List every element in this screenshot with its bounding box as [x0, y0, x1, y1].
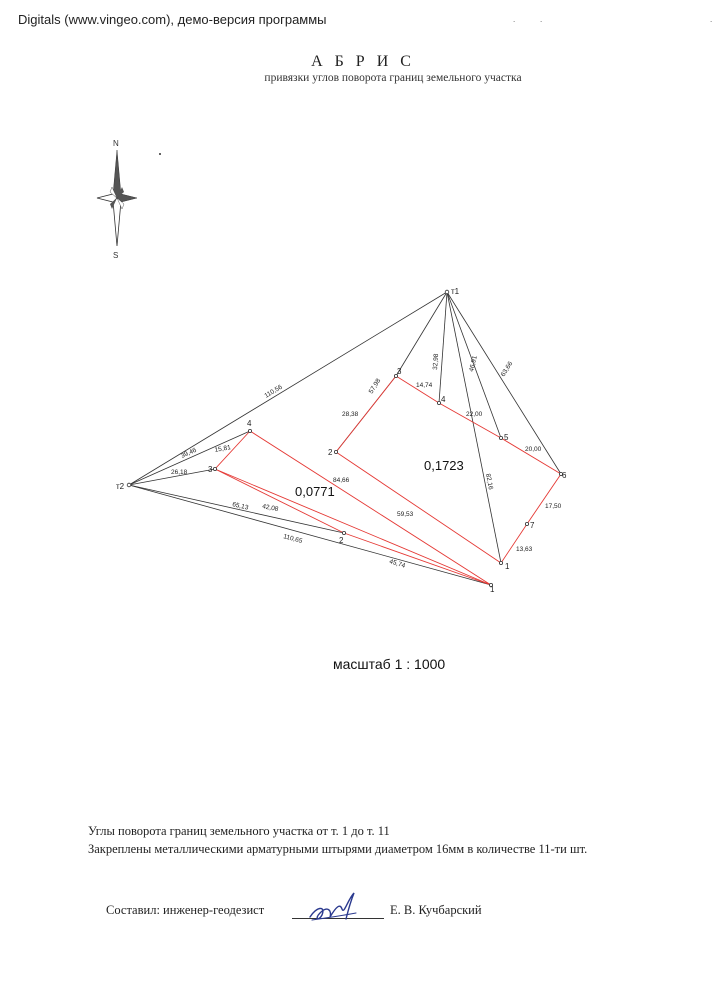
distance-label: 26,18: [171, 469, 188, 476]
svg-text:.: .: [710, 15, 713, 24]
point-label: 3: [397, 367, 402, 376]
compass-north-label: N: [113, 139, 119, 148]
point-markers: [127, 290, 562, 586]
note-line: Закреплены металлическими арматурными штырями диаметром 16мм в количестве 11-ти шт.: [88, 842, 588, 856]
point-label-t1: т1: [451, 287, 460, 296]
svg-text:.: .: [513, 15, 516, 24]
distance-label: 15,81: [214, 444, 232, 454]
parcel-boundary-small: [215, 431, 491, 585]
distance-label: 32,98: [432, 353, 441, 371]
distance-label: 45,74: [388, 558, 407, 570]
distance-label: 42,08: [261, 503, 279, 514]
point-label: 4: [247, 419, 252, 428]
point-label: 2: [339, 536, 344, 545]
survey-notes: [88, 822, 587, 858]
distance-label: 110,65: [282, 533, 304, 545]
compass-south-label: S: [113, 251, 119, 260]
point-label-t2: т2: [116, 482, 125, 491]
distance-label: 110,56: [263, 383, 284, 400]
point-label: 1: [490, 585, 495, 594]
reference-lines-t2: [129, 292, 491, 585]
point-label: 2: [328, 448, 333, 457]
distance-label: 82,16: [484, 473, 495, 491]
distance-label: 20,00: [525, 446, 542, 453]
signer-role: Составил: инженер-геодезист: [106, 903, 265, 917]
area-label-large: 0,1723: [424, 458, 464, 473]
distance-label: 22,00: [466, 411, 483, 418]
page-subtitle: привязки углов поворота границ земельного участка: [264, 72, 522, 84]
point-label: 1: [505, 562, 510, 571]
distance-label: 14,74: [416, 382, 433, 389]
demo-watermark: Digitals (www.vingeo.com), демо-версия программы: [18, 12, 327, 27]
distance-label: 57,98: [367, 377, 383, 396]
compass-rose-icon: [97, 139, 137, 260]
area-label-small: 0,0771: [295, 484, 335, 499]
point-label: 3: [208, 465, 213, 474]
distance-label: 63,66: [499, 360, 515, 379]
note-line: Углы поворота границ земельного участка от т. 1 до т. 11: [88, 824, 390, 838]
page-title: А Б Р И С: [311, 53, 415, 70]
distance-label: 65,13: [231, 501, 249, 512]
distance-label: 46,91: [468, 354, 479, 373]
handwritten-signature: [306, 889, 366, 925]
svg-text:.: .: [540, 15, 543, 24]
distance-label: 84,66: [333, 477, 350, 484]
point-label: 6: [562, 471, 567, 480]
point-label: 4: [441, 395, 446, 404]
point-label: 5: [504, 433, 509, 442]
distance-label: 28,38: [342, 411, 359, 418]
distance-label: 17,50: [545, 503, 562, 510]
distance-label: 59,53: [397, 511, 414, 518]
scale-label: масштаб 1 : 1000: [333, 656, 446, 672]
distance-label: 39,46: [179, 446, 198, 460]
distance-label: 13,63: [516, 546, 533, 553]
point-label: 7: [530, 521, 535, 530]
signer-name: Е. В. Кучбарский: [390, 903, 482, 917]
